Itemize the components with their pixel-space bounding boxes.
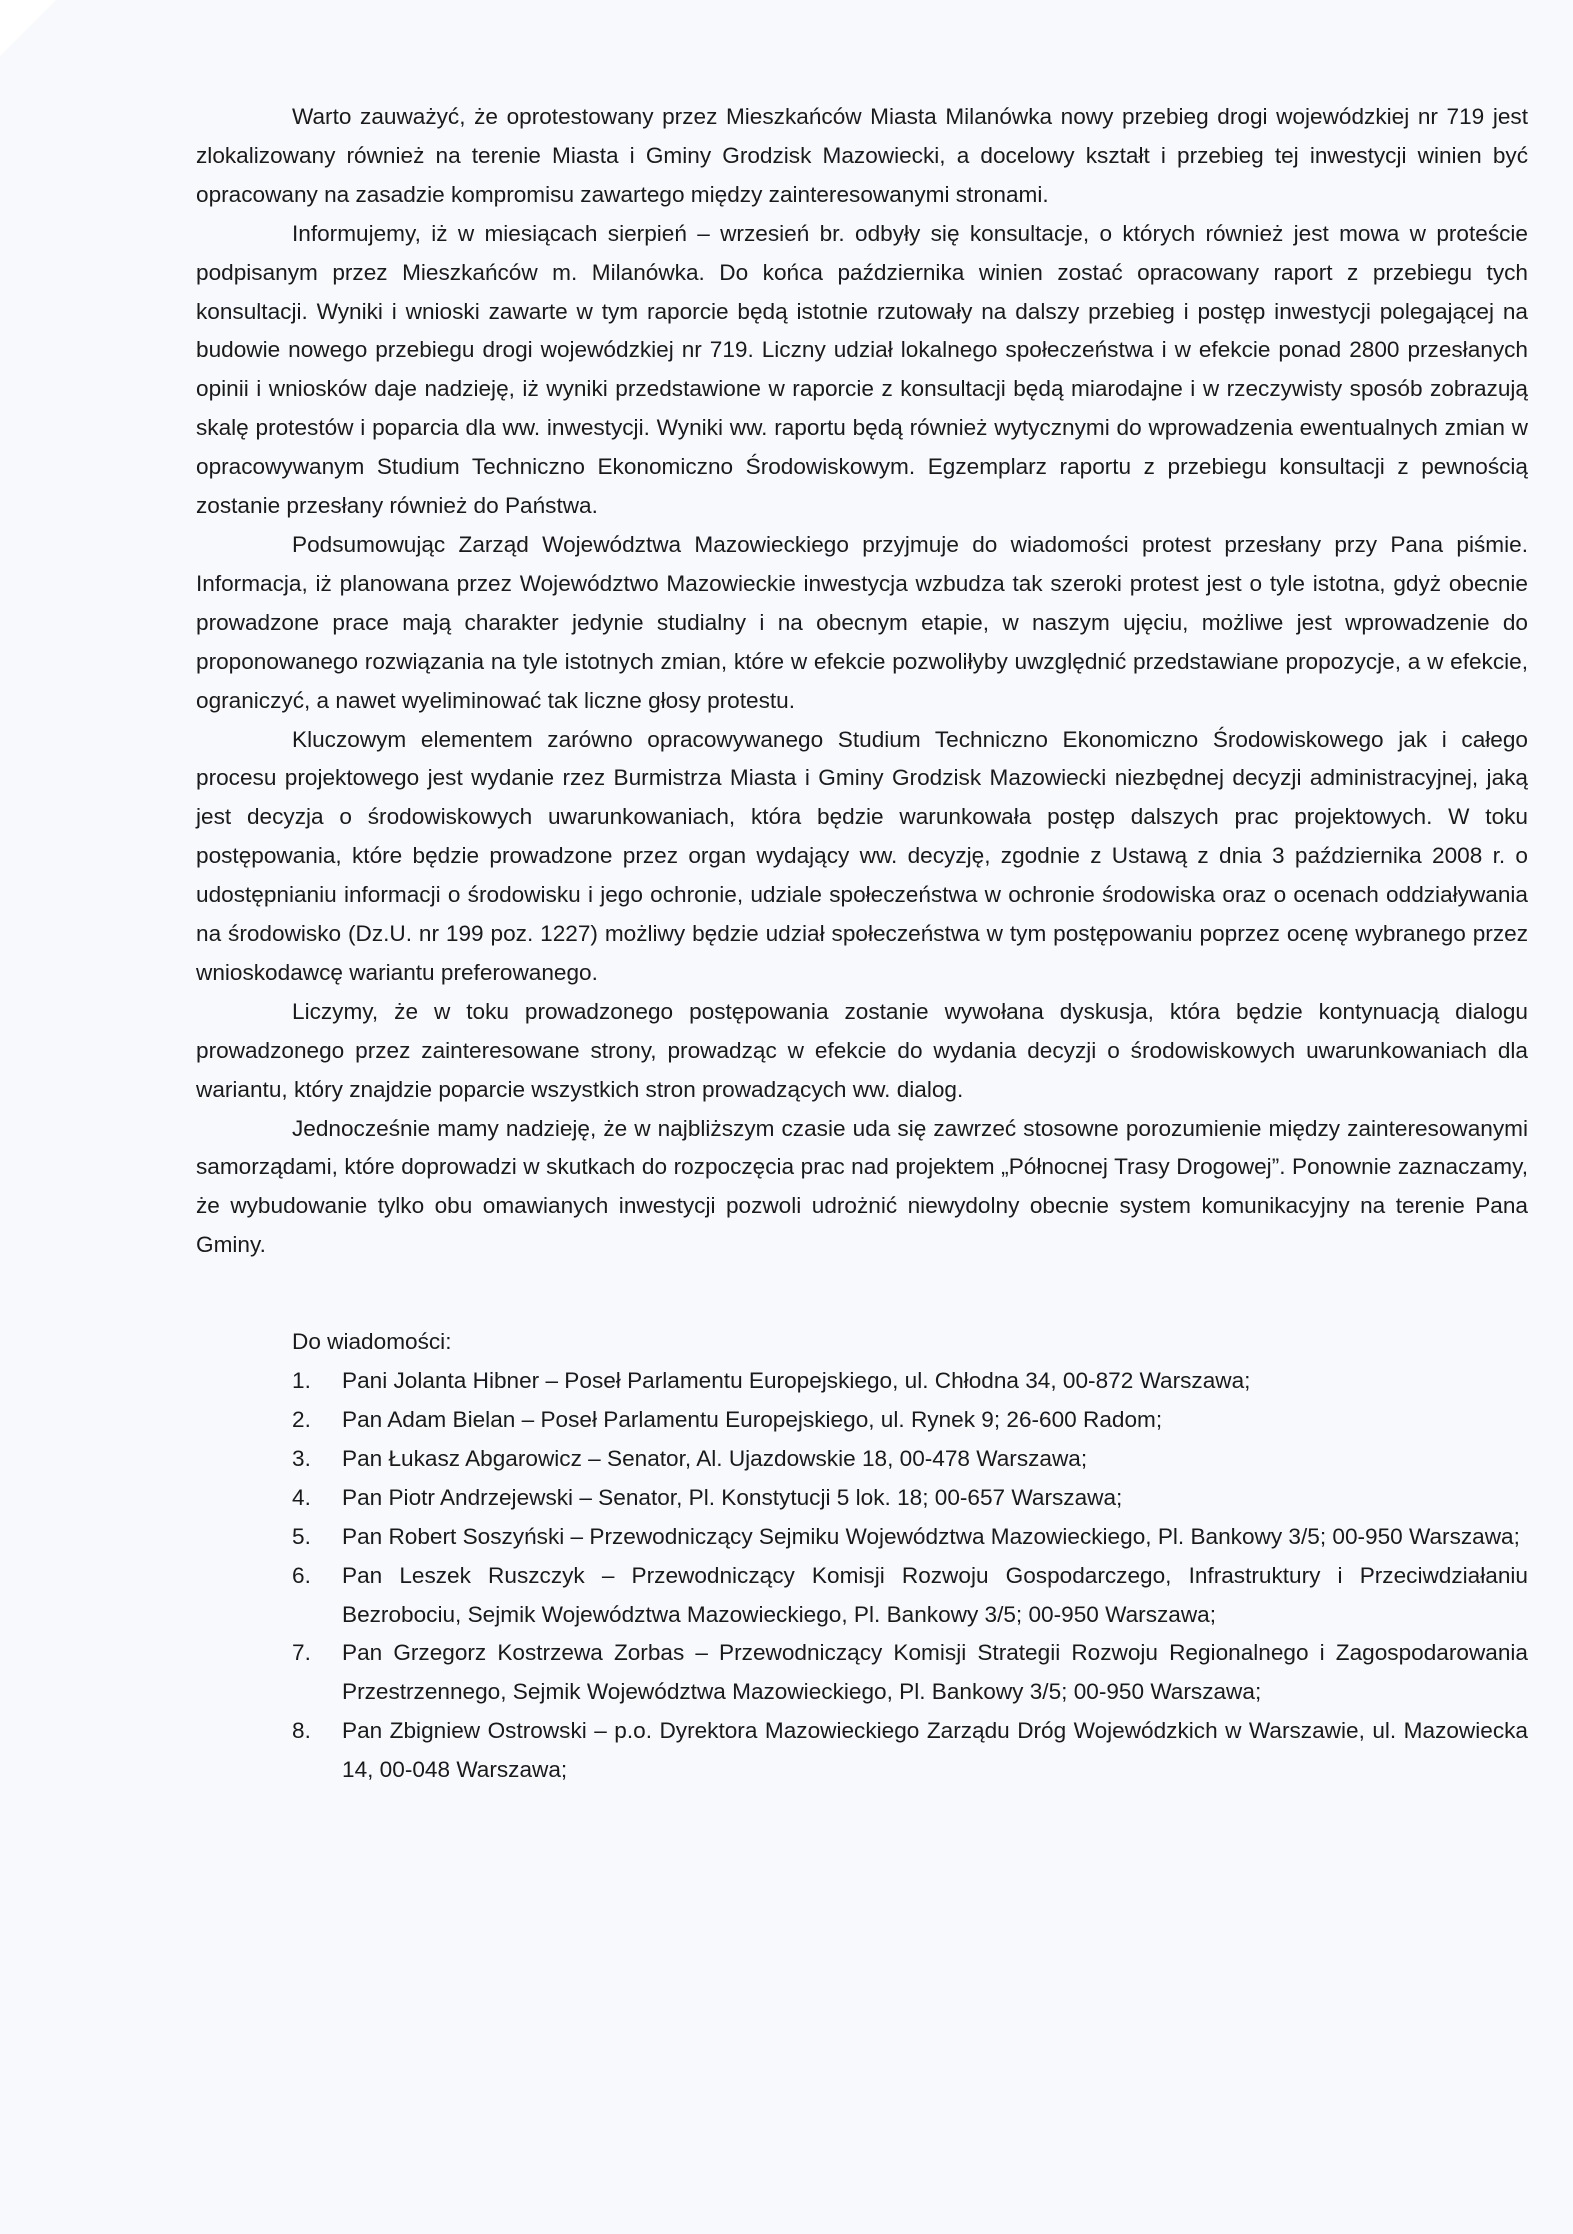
recipient-number: 4. — [292, 1484, 311, 1510]
recipient-text: Pan Adam Bielan – Poseł Parlamentu Europejskiego, ul. Rynek 9; 26-600 Radom; — [342, 1407, 1163, 1432]
paragraph-4: Kluczowym elementem zarówno opracowywanego Studium Techniczno Ekonomiczno Środowiskowego jak i całego procesu projektowego jest wydanie rzez Burmistrza Miasta i Gminy Grodzisk Mazowiecki niezbędnej decyzji administracyjnej, jaką jest decyzja o środowiskowych uwarunkowaniach, która będzie warunkowała postęp dalszych prac projektowych. W toku postępowania, które będzie prowadzone przez organ wydający ww. decyzję, zgodnie z Ustawą z dnia 3 października 2008 r. o udostępnianiu informacji o środowisku i jego ochronie, udziale społeczeństwa w ochronie środowiska oraz o ocenach oddziaływania na środowisko (Dz.U. nr 199 poz. 1227) możliwy będzie udział społeczeństwa w tym postępowaniu poprzez ocenę wybranego przez wnioskodawcę wariantu preferowanego. — [196, 726, 1528, 985]
paragraph-2: Informujemy, iż w miesiącach sierpień – wrzesień br. odbyły się konsultacje, o których również jest mowa w proteście podpisanym przez Mieszkańców m. Milanówka. Do końca października winien zostać opracowany raport z przebiegu tych konsultacji. Wyniki i wnioski zawarte w tym raporcie będą istotnie rzutowały na dalszy przebieg i postęp inwestycji polegającej na budowie nowego przebiegu drogi wojewódzkiej nr 719. Liczny udział lokalnego społeczeństwa i w efekcie ponad 2800 przesłanych opinii i wniosków daje nadzieję, iż wyniki przedstawione w raporcie z konsultacji będą miarodajne i w rzeczywisty sposób zobrazują skalę protestów i poparcia dla ww. inwestycji. Wyniki ww. raportu będą również wytycznymi do wprowadzenia ewentualnych zmian w opracowywanym Studium Techniczno Ekonomiczno Środowiskowym. Egzemplarz raportu z przebiegu konsultacji z pewnością zostanie przesłany również do Państwa. — [196, 220, 1528, 519]
letter-body — [196, 98, 1528, 1790]
recipient-number: 5. — [292, 1523, 311, 1549]
recipient-item — [292, 1634, 1528, 1712]
recipient-text: Pan Łukasz Abgarowicz – Senator, Al. Ujazdowskie 18, 00-478 Warszawa; — [342, 1445, 1088, 1471]
recipient-number: 2. — [292, 1407, 311, 1432]
recipient-list — [196, 1362, 1528, 1790]
recipient-item — [292, 1440, 1528, 1479]
recipient-text: Pan Leszek Ruszczyk – Przewodniczący Komisji Rozwoju Gospodarczego, Infrastruktury i Przeciwdziałaniu Bezrobociu, Sejmik Województwa Mazowieckiego, Pl. Bankowy 3/5; 00-950 Warszawa; — [342, 1562, 1528, 1627]
recipient-text: Pan Grzegorz Kostrzewa Zorbas – Przewodniczący Komisji Strategii Rozwoju Regionalnego i Zagospodarowania Przestrzennego, Sejmik Województwa Mazowieckiego, Pl. Bankowy 3/5; 00-950 Warszawa; — [342, 1640, 1528, 1705]
paragraph-6: Jednocześnie mamy nadzieję, że w najbliższym czasie uda się zawrzeć stosowne porozumienie między zainteresowanymi samorządami, które doprowadzi w skutkach do rozpoczęcia prac nad projektem „Północnej Trasy Drogowej”. Ponownie zaznaczamy, że wybudowanie tylko obu omawianych inwestycji pozwoli udrożnić niewydolny obecnie system komunikacyjny na terenie Pana Gminy. — [196, 1115, 1528, 1258]
recipient-number: 6. — [292, 1562, 311, 1588]
recipient-text: Pani Jolanta Hibner – Poseł Parlamentu Europejskiego, ul. Chłodna 34, 00-872 Warszawa; — [342, 1368, 1251, 1394]
folded-corner — [0, 0, 56, 56]
recipient-item — [292, 1479, 1528, 1518]
recipient-item — [292, 1518, 1528, 1557]
recipient-text: Pan Piotr Andrzejewski – Senator, Pl. Konstytucji 5 lok. 18; 00-657 Warszawa; — [342, 1484, 1123, 1510]
paragraph-3: Podsumowując Zarząd Województwa Mazowieckiego przyjmuje do wiadomości protest przesłany przy Pana piśmie. Informacja, iż planowana przez Województwo Mazowieckie inwestycja wzbudza tak szeroki protest jest o tyle istotna, gdyż obecnie prowadzone prace mają charakter jedynie studialny i na obecnym etapie, w naszym ujęciu, możliwe jest wprowadzenie do proponowanego rozwiązania na tyle istotnych zmian, które w efekcie pozwoliłyby uwzględnić przedstawiane propozycje, a w efekcie, ograniczyć, a nawet wyeliminować tak liczne głosy protestu. — [196, 531, 1528, 713]
recipient-item — [292, 1362, 1528, 1401]
recipient-number: 7. — [292, 1640, 311, 1666]
recipient-text: Pan Robert Soszyński – Przewodniczący Sejmiku Województwa Mazowieckiego, Pl. Bankowy 3/5; 00-950 Warszawa; — [342, 1523, 1520, 1549]
cc-heading: Do wiadomości: — [292, 1329, 452, 1355]
recipient-number: 3. — [292, 1445, 311, 1471]
paragraph-1: Warto zauważyć, że oprotestowany przez Mieszkańców Miasta Milanówka nowy przebieg drogi wojewódzkiej nr 719 jest zlokalizowany również na terenie Miasta i Gminy Grodzisk Mazowiecki, a docelowy kształt i przebieg tej inwestycji winien być opracowany na zasadzie kompromisu zawartego między zainteresowanymi stronami. — [196, 104, 1528, 207]
recipient-text: Pan Zbigniew Ostrowski – p.o. Dyrektora Mazowieckiego Zarządu Dróg Wojewódzkich w Warszawie, ul. Mazowiecka 14, 00-048 Warszawa; — [342, 1718, 1528, 1783]
recipient-number: 8. — [292, 1718, 311, 1744]
recipient-item — [292, 1401, 1528, 1440]
recipient-item — [292, 1712, 1528, 1790]
recipient-number: 1. — [292, 1368, 311, 1394]
recipient-item — [292, 1557, 1528, 1635]
paragraph-5: Liczymy, że w toku prowadzonego postępowania zostanie wywołana dyskusja, która będzie kontynuacją dialogu prowadzonego przez zainteresowane strony, prowadząc w efekcie do wydania decyzji o środowiskowych uwarunkowaniach dla wariantu, który znajdzie poparcie wszystkich stron prowadzących ww. dialog. — [196, 998, 1528, 1102]
